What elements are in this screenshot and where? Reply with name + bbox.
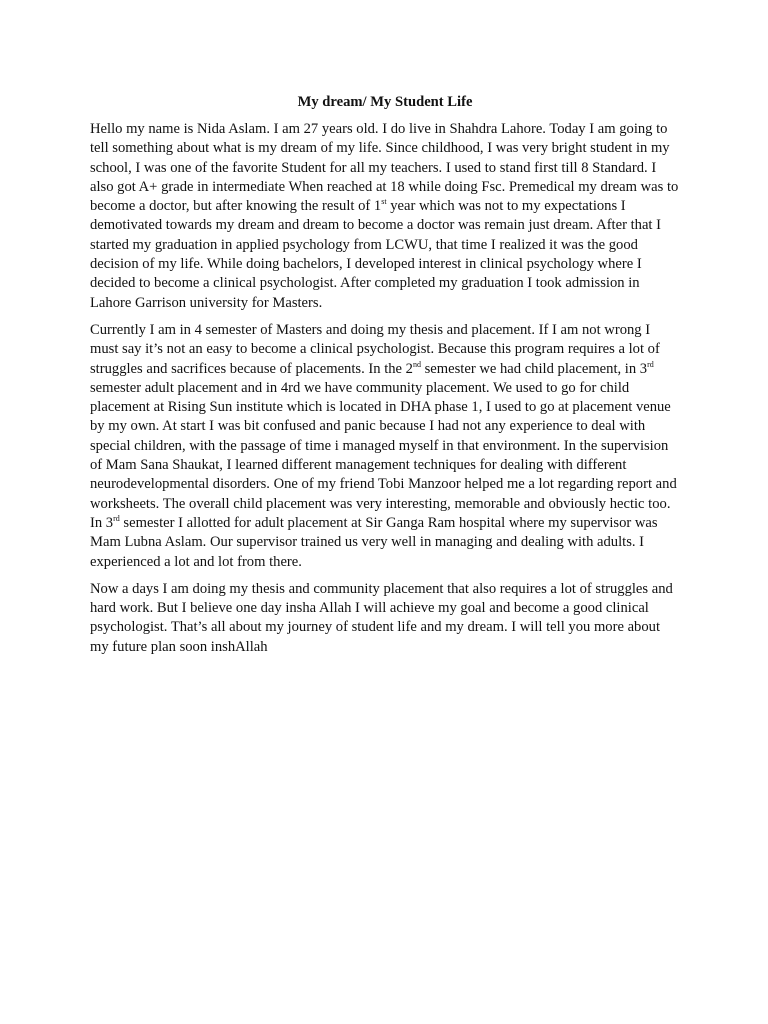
paragraph-2-text-c: semester adult placement and in 4rd we have community placement. We used to go for child placement at Rising Sun institute which is located in DHA phase 1, I used to go at placement venue by my own. At start I was bit confused and panic because I had not any experience to deal with special children, with the passage of time i managed myself in that environment. In the supervision of Mam Sana Shaukat, I learned different management techniques for dealing with different neurodevelopmental disorders. One of my friend Tobi Manzoor helped me a lot regarding report and worksheets. The overall child placement was very interesting, memorable and obviously hectic too. In 3: [90, 379, 677, 531]
paragraph-2-text-a: Currently I am in 4 semester of Masters and doing my thesis and placement. If I am not wrong I must say it’s not an easy to become a clinical psychologist. Because this program requires a lot of struggles and sacrifices because of placements. In the 2: [90, 321, 660, 377]
paragraph-2: [90, 321, 680, 572]
paragraph-2-text-d: semester I allotted for adult placement at Sir Ganga Ram hospital where my supervisor was Mam Lubna Aslam. Our supervisor trained us very well in managing and dealing with adults. I experienced a lot and lot from there.: [90, 514, 658, 570]
paragraph-2-text-b: semester we had child placement, in 3: [420, 360, 648, 377]
paragraph-3-text-a: Now a days I am doing my thesis and community placement that also requires a lot of struggles and hard work. But I believe one day insha Allah I will achieve my goal and become a good clinical psychologist. That’s all about my journey of student life and my dream. I will tell you more about my future plan soon inshAllah: [90, 580, 673, 655]
ordinal-superscript: st: [381, 197, 387, 207]
ordinal-superscript: rd: [647, 359, 654, 369]
paragraph-1-text-b: year which was not to my expectations I demotivated towards my dream and dream to become a doctor was remain just dream. After that I started my graduation in applied psychology from LCWU, that time I realized it was the good decision of my life. While doing bachelors, I developed interest in clinical psychology where I decided to become a clinical psychologist. After completed my graduation I took admission in Lahore Garrison university for Masters.: [90, 198, 661, 311]
document-body: [90, 93, 680, 665]
paragraph-3: [90, 580, 680, 657]
ordinal-superscript: nd: [412, 359, 421, 369]
paragraph-1: [90, 120, 680, 313]
ordinal-superscript: rd: [113, 513, 120, 523]
document-title: My dream/ My Student Life: [297, 94, 473, 110]
paragraph-1-text-a: Hello my name is Nida Aslam. I am 27 years old. I do live in Shahdra Lahore. Today I am going to tell something about what is my dream of my life. Since childhood, I was very bright student in my school, I was one of the favorite Student for all my teachers. I used to stand first till 8 Standard. I also got A+ grade in intermediate When reached at 18 while doing Fsc. Premedical my dream was to become a doctor, but after knowing the result of 1: [90, 121, 679, 215]
